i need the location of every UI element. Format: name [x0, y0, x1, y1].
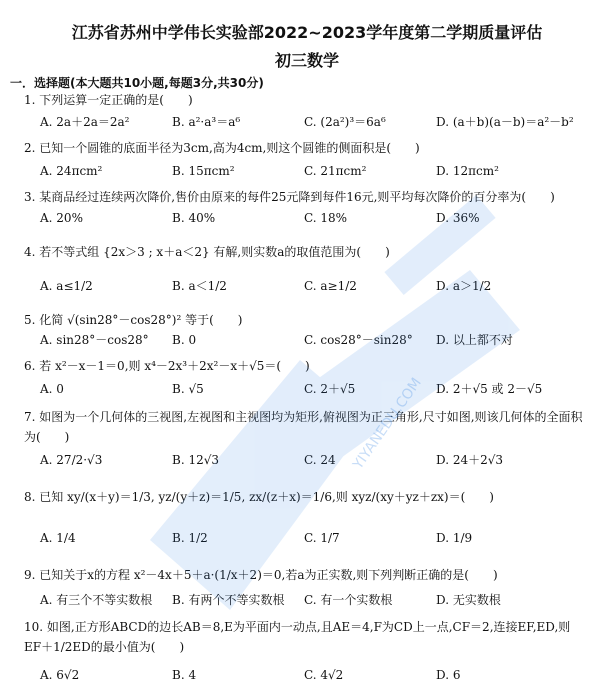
question-7-option-d: D. 24＋2√3 — [436, 453, 504, 467]
question-4-option-b: B. a＜1/2 — [172, 279, 227, 293]
question-3-option-a: A. 20% — [40, 211, 83, 225]
question-2-option-b: B. 15πcm² — [172, 164, 235, 178]
question-6-option-a: A. 0 — [40, 382, 64, 396]
question-2-option-a: A. 24πcm² — [40, 164, 103, 178]
question-10-option-d: D. 6 — [436, 668, 461, 682]
question-4-option-d: D. a＞1/2 — [436, 279, 492, 293]
question-3-stem: 3. 某商品经过连续两次降价,售价由原来的每件25元降到每件16元,则平均每次降价的百分率为( ) — [24, 190, 555, 204]
question-1-option-b: B. a²·a³＝a⁶ — [172, 115, 241, 129]
question-9-option-b: B. 有两个不等实数根 — [172, 593, 285, 607]
question-8-option-b: B. 1/2 — [172, 531, 208, 545]
question-10-stem: 10. 如图,正方形ABCD的边长AB＝8,E为平面内一动点,且AE＝4,F为CD上一点,CF＝2,连接EF,ED,则EF＋1/2ED的最小值为( ) — [24, 620, 571, 654]
question-10-option-a: A. 6√2 — [40, 668, 80, 682]
question-9-option-a: A. 有三个不等实数根 — [40, 593, 153, 607]
section-heading: 一．选择题(本大题共10小题,每题3分,共30分) — [10, 76, 264, 90]
question-1-option-a: A. 2a＋2a＝2a² — [40, 115, 130, 129]
question-7-option-b: B. 12√3 — [172, 453, 219, 467]
question-4-option-c: C. a≥1/2 — [304, 279, 357, 293]
question-8-stem: 8. 已知 xy/(x＋y)＝1/3, yz/(y＋z)＝1/5, zx/(z＋x)＝1/6,则 xyz/(xy＋yz＋zx)＝( ) — [24, 490, 494, 504]
question-2-option-c: C. 21πcm² — [304, 164, 367, 178]
question-5-stem: 5. 化简 √(sin28°－cos28°)² 等于( ) — [24, 313, 243, 327]
question-10-option-b: B. 4 — [172, 668, 197, 682]
question-2-option-d: D. 12πcm² — [436, 164, 499, 178]
question-1-option-c: C. (2a²)³＝6a⁶ — [304, 115, 386, 129]
question-5-option-d: D. 以上都不对 — [436, 333, 513, 347]
question-7-option-c: C. 24 — [304, 453, 336, 467]
watermark-text: YIYANEDU.COM — [350, 375, 425, 473]
question-3-option-b: B. 40% — [172, 211, 216, 225]
question-6-option-d: D. 2＋√5 或 2－√5 — [436, 382, 543, 396]
question-4-stem: 4. 若不等式组 {2x＞3 ; x＋a＜2} 有解,则实数a的取值范围为( ) — [24, 245, 390, 259]
question-8-option-a: A. 1/4 — [40, 531, 76, 545]
question-1-stem: 1. 下列运算一定正确的是( ) — [24, 93, 193, 107]
exam-subtitle: 初三数学 — [274, 51, 339, 70]
question-9-option-c: C. 有一个实数根 — [304, 593, 393, 607]
question-8-option-c: C. 1/7 — [304, 531, 340, 545]
question-5-option-a: A. sin28°－cos28° — [40, 333, 149, 347]
question-6-option-c: C. 2＋√5 — [304, 382, 356, 396]
question-6-stem: 6. 若 x²－x－1＝0,则 x⁴－2x³＋2x²－x＋√5＝( ) — [24, 359, 310, 373]
question-5-option-b: B. 0 — [172, 333, 197, 347]
question-3-option-c: C. 18% — [304, 211, 348, 225]
question-1-option-d: D. (a＋b)(a－b)＝a²－b² — [436, 115, 574, 129]
question-4-option-a: A. a≤1/2 — [40, 279, 93, 293]
question-7-stem: 7. 如图为一个几何体的三视图,左视图和主视图均为矩形,俯视图为正三角形,尺寸如图,则该几何体的全面积为( ) — [24, 410, 583, 444]
question-5-option-c: C. cos28°－sin28° — [304, 333, 413, 347]
question-7-option-a: A. 27/2·√3 — [40, 453, 103, 467]
question-9-option-d: D. 无实数根 — [436, 593, 501, 607]
question-10-option-c: C. 4√2 — [304, 668, 344, 682]
question-3-option-d: D. 36% — [436, 211, 480, 225]
question-6-option-b: B. √5 — [172, 382, 204, 396]
question-2-stem: 2. 已知一个圆锥的底面半径为3cm,高为4cm,则这个圆锥的侧面积是( ) — [24, 141, 420, 155]
exam-title: 江苏省苏州中学伟长实验部2022~2023学年度第二学期质量评估 — [71, 23, 543, 42]
question-8-option-d: D. 1/9 — [436, 531, 473, 545]
question-9-stem: 9. 已知关于x的方程 x²－4x＋5＋a·(1/x＋2)＝0,若a为正实数,则下列判断正确的是( ) — [24, 568, 498, 582]
